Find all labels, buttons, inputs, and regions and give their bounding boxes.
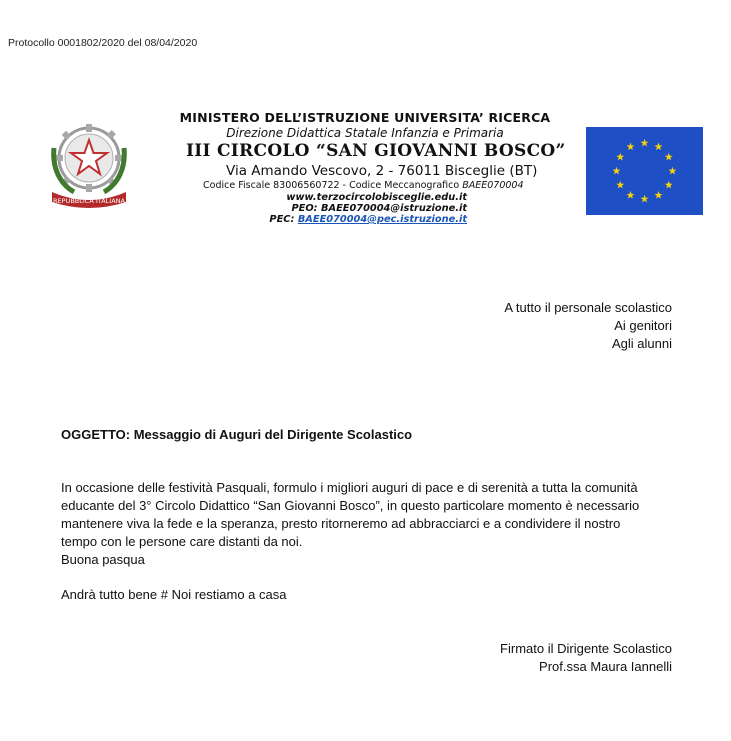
recipient-line: Agli alunni — [612, 336, 672, 351]
mechanographic-code: BAEE070004 — [462, 180, 524, 191]
school-name: III CIRCOLO “SAN GIOVANNI BOSCO” — [186, 141, 566, 161]
body-line: mantenere viva la fede e la speranza, presto ritorneremo ad abbracciarci e a condividere il nostro — [61, 516, 621, 531]
body-line: In occasione delle festività Pasquali, formulo i migliori auguri di pace e di serenità a tutta la comunità — [61, 480, 638, 495]
fiscal-codes — [203, 180, 524, 191]
recipient-line: A tutto il personale scolastico — [504, 300, 672, 315]
school-address: Via Amando Vescovo, 2 - 76011 Bisceglie (BT) — [226, 163, 538, 179]
recipient-line: Ai genitori — [614, 318, 672, 333]
signature-name: Prof.ssa Maura Iannelli — [539, 659, 672, 674]
signature-block — [500, 640, 672, 676]
eu-flag-icon — [586, 127, 703, 215]
peo-label: PEO: — [291, 203, 318, 214]
emblem-text: REPUBBLICA ITALIANA — [53, 197, 125, 205]
body-line: Buona pasqua — [61, 552, 145, 567]
pec-email — [269, 214, 467, 225]
fiscal-prefix: Codice Fiscale 83006560722 - Codice Meccanografico — [203, 180, 460, 191]
letter-body — [61, 479, 681, 569]
ministry-name: MINISTERO DELL’ISTRUZIONE UNIVERSITA’ RICERCA — [179, 110, 551, 125]
body-line: educante del 3° Circolo Didattico “San Giovanni Bosco”, in questo particolare momento è necessario — [61, 498, 640, 513]
pec-label: PEC: — [269, 214, 295, 225]
school-website[interactable]: www.terzocircolobisceglie.edu.it — [286, 192, 467, 203]
signature-title: Firmato il Dirigente Scolastico — [500, 641, 672, 656]
closing-line: Andrà tutto bene # Noi restiamo a casa — [61, 587, 287, 602]
body-line: tempo con le persone care distanti da noi. — [61, 534, 303, 549]
peo-address[interactable]: BAEE070004@istruzione.it — [321, 203, 467, 214]
direzione-subtitle: Direzione Didattica Statale Infanzia e Primaria — [226, 126, 504, 140]
letterhead — [140, 110, 590, 140]
letter-subject: OGGETTO: Messaggio di Auguri del Dirigente Scolastico — [61, 427, 413, 442]
italian-republic-emblem-icon — [48, 118, 130, 210]
peo-email — [291, 203, 467, 214]
pec-link[interactable]: BAEE070004@pec.istruzione.it — [297, 214, 467, 225]
protocol-number: Protocollo 0001802/2020 del 08/04/2020 — [8, 37, 198, 49]
recipients-block — [504, 299, 672, 353]
